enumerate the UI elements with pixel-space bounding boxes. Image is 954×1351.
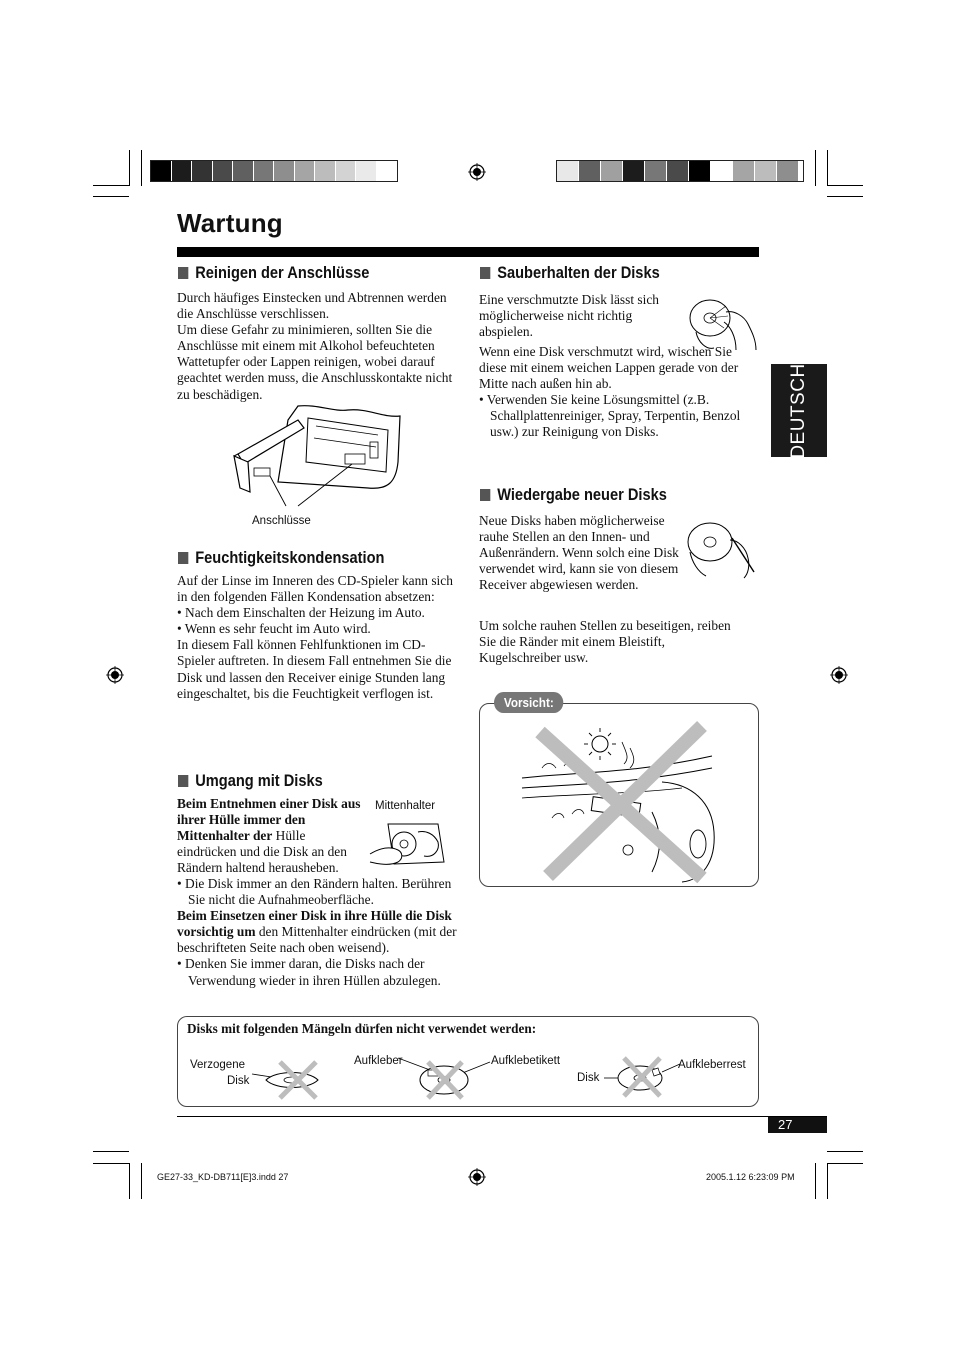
crop-mark	[827, 1151, 863, 1152]
color-swatch	[274, 161, 295, 181]
color-swatch	[213, 161, 234, 181]
color-swatch	[336, 161, 357, 181]
crop-mark	[827, 150, 828, 186]
defects-heading: Disks mit folgenden Mängeln dürfen nicht verwendet werden:	[187, 1021, 537, 1036]
color-swatch	[151, 161, 172, 181]
crop-mark	[827, 1163, 863, 1164]
figure-caption-anschluesse: Anschlüsse	[252, 515, 311, 527]
square-bullet-icon	[178, 552, 188, 564]
color-swatch	[689, 161, 711, 181]
disk-with-sticker-icon	[398, 1056, 494, 1100]
color-swatch	[356, 161, 377, 181]
section-heading: Feuchtigkeitskondensation	[178, 548, 384, 568]
page-number-badge	[768, 1117, 827, 1133]
square-bullet-icon	[178, 775, 188, 787]
label-disk-sticker-residue: Disk	[577, 1072, 600, 1084]
color-swatch	[755, 161, 777, 181]
color-swatch	[192, 161, 213, 181]
color-swatch	[601, 161, 623, 181]
sauberhalten-text: Wenn eine Disk verschmutzt wird, wischen Sie diese mit einem weichen Lappen gerade von der Mitte nach außen hin ab. • Verwenden Sie keine Lösungsmittel (z.B. Schallplattenreiniger, Spray, Terpentin, Benzol usw.) zur Reinigung von Disks.	[479, 344, 741, 440]
disk-with-sticker-residue-icon	[604, 1054, 684, 1100]
title-rule	[177, 247, 759, 257]
color-swatch	[777, 161, 799, 181]
footer-file-info: GE27-33_KD-DB711[E]3.indd 27	[157, 1172, 289, 1182]
car-dashboard-sun-warning-illustration	[512, 722, 722, 882]
anschluesse-text: Durch häufiges Einstecken und Abtrennen werden die Anschlüsse verschlissen. Um diese Gefahr zu minimieren, sollten Sie die Anschlüsse mit einem mit Alkohol befeuchteten Wattetupfer oder Lappen reinigen, wobei darauf geachtet werden muss, die Anschlusskontakte nicht zu beschädigen.	[177, 290, 453, 402]
receiver-connectors-illustration	[228, 402, 406, 512]
section-heading: Umgang mit Disks	[178, 771, 323, 791]
crop-mark	[815, 1163, 816, 1199]
color-swatch	[295, 161, 316, 181]
crop-mark	[129, 1163, 130, 1199]
color-swatch	[172, 161, 193, 181]
section-heading: Sauberhalten der Disks	[480, 263, 660, 283]
crop-mark	[93, 1163, 129, 1164]
square-bullet-icon	[178, 267, 188, 279]
registration-target-icon	[830, 666, 848, 684]
color-swatch	[579, 161, 601, 181]
label-aufkleberrest: Aufkleberrest	[678, 1059, 746, 1071]
color-swatch	[667, 161, 689, 181]
crop-mark	[93, 196, 129, 197]
label-aufklebetikett: Aufklebetikett	[491, 1055, 561, 1067]
label-disk-warped: Disk	[227, 1075, 250, 1087]
umgang-text-top: Beim Entnehmen einer Disk aus ihrer Hülle immer den Mittenhalter der Hülle eindrücken und die Disk an den Rändern haltend herausheben.	[177, 796, 361, 876]
label-verzogene: Verzogene	[190, 1059, 245, 1071]
color-swatch	[623, 161, 645, 181]
crop-mark	[129, 150, 130, 186]
disk-edge-rubbing-illustration	[684, 518, 760, 580]
color-swatch	[711, 161, 733, 181]
umgang-text-bottom: • Die Disk immer an den Rändern halten. Berühren Sie nicht die Aufnahmeoberfläche. Beim Einsetzen einer Disk in ihre Hülle die Disk vorsichtig um den Mittenhalter eindrücken (mit der beschrifteten Seite nach oben weisend). • Denken Sie immer daran, die Disks nach der Verwendung wieder in ihren Hüllen abzulegen.	[177, 876, 457, 988]
crop-mark	[827, 1163, 828, 1199]
language-tab	[771, 364, 827, 457]
kondensation-text: Auf der Linse im Inneren des CD-Spieler kann sich in den folgenden Fällen Kondensation absetzen: • Nach dem Einschalten der Heizung im Auto. • Wenn es sehr feucht im Auto wird. In diesem Fall können Fehlfunktionen im CD-Spieler auftreten. In diesem Fall entnehmen Sie die Disk und lassen den Receiver einige Stunden lang eingeschaltet, bis die Feuchtigkeit verflogen ist.	[177, 573, 453, 701]
crop-mark	[827, 185, 863, 186]
neue-disks-text-top: Neue Disks haben möglicherweise rauhe Stellen an den Innen- und Außenrändern. Wenn solch eine Disk verwendet wird, kann sie von diesem Receiver abgewiesen werden.	[479, 513, 679, 593]
registration-target-icon	[468, 1168, 486, 1186]
sauberhalten-text-top: Eine verschmutzte Disk lässt sich möglicherweise nicht richtig abspielen.	[479, 292, 659, 340]
section-heading: Reinigen der Anschlüsse	[178, 263, 369, 283]
color-swatch	[645, 161, 667, 181]
warped-disk-icon	[252, 1058, 332, 1100]
crop-mark	[93, 1151, 129, 1152]
disk-case-hand-illustration	[368, 818, 450, 870]
square-bullet-icon	[480, 489, 490, 501]
section-heading: Wiedergabe neuer Disks	[480, 485, 667, 505]
page-title: Wartung	[177, 208, 283, 238]
registration-target-icon	[106, 666, 124, 684]
crop-mark	[141, 1163, 142, 1199]
label-aufkleber: Aufkleber	[354, 1055, 403, 1067]
color-swatch	[315, 161, 336, 181]
color-calibration-strip-left	[150, 160, 398, 182]
square-bullet-icon	[480, 267, 490, 279]
page-number: 27	[778, 1117, 793, 1132]
bottom-rule	[177, 1116, 827, 1117]
figure-caption-mittenhalter: Mittenhalter	[375, 800, 436, 812]
language-tab-label: DEUTSCH	[788, 362, 809, 459]
crop-mark	[815, 150, 816, 186]
color-swatch	[733, 161, 755, 181]
vorsicht-label: Vorsicht:	[494, 692, 564, 713]
color-swatch	[557, 161, 579, 181]
color-swatch	[377, 161, 398, 181]
color-swatch	[254, 161, 275, 181]
crop-mark	[93, 185, 129, 186]
crop-mark	[827, 196, 863, 197]
color-calibration-strip-right	[556, 160, 804, 182]
registration-target-icon	[468, 163, 486, 181]
neue-disks-text: Um solche rauhen Stellen zu beseitigen, reiben Sie die Ränder mit einem Bleistift, Kugelschreiber usw.	[479, 618, 731, 666]
footer-date: 2005.1.12 6:23:09 PM	[706, 1172, 795, 1182]
color-swatch	[233, 161, 254, 181]
crop-mark	[141, 150, 142, 186]
